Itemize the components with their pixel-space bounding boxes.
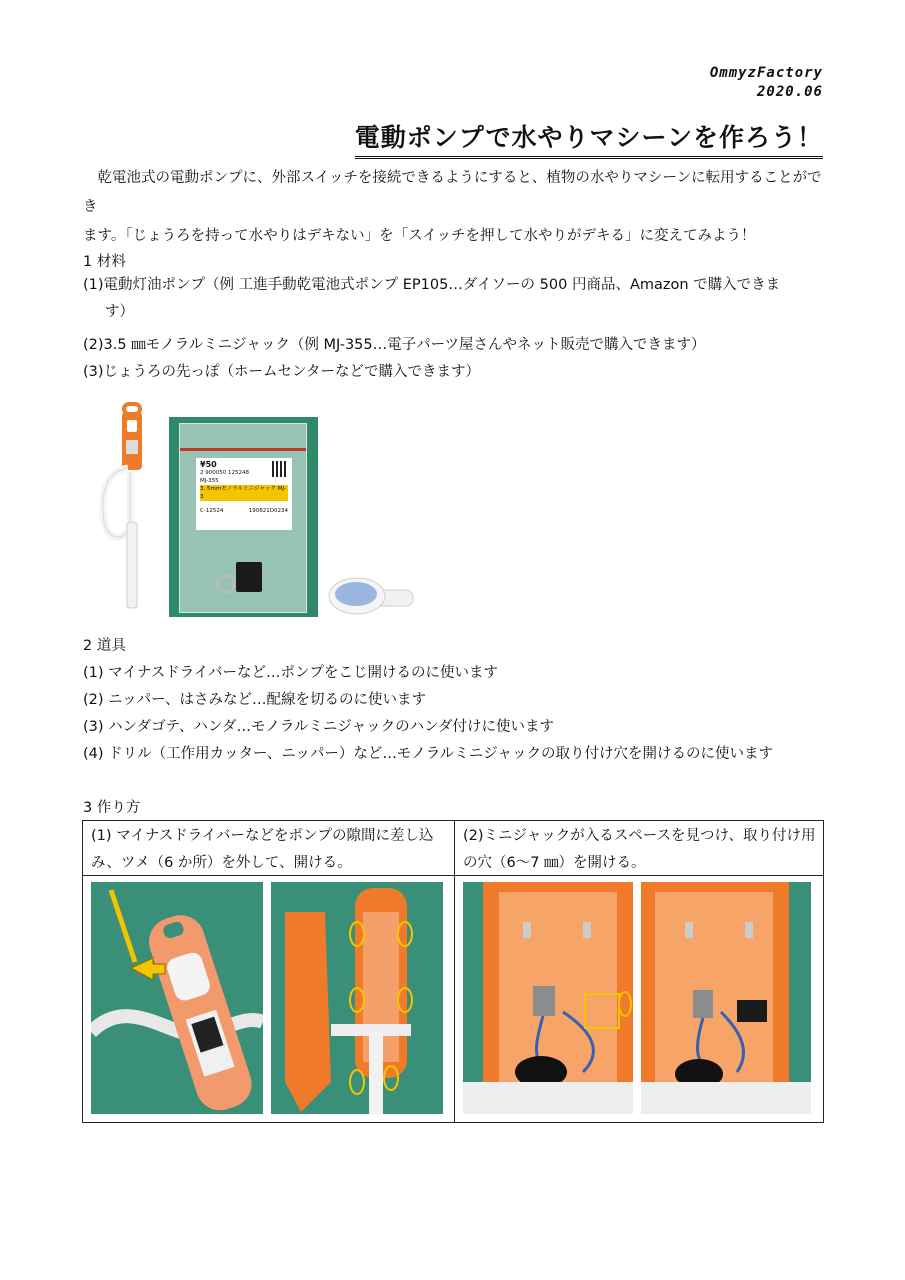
document-date: 2020.06 — [756, 84, 823, 100]
step-2-photos-cell — [455, 876, 824, 1123]
step-2-photo-jack-installed — [641, 882, 811, 1114]
step-1-photo-opened-pump — [271, 882, 443, 1114]
qr-code-icon — [272, 461, 288, 477]
tools-item-2: (2) ニッパー、はさみなど…配線を切るのに使います — [83, 692, 426, 708]
materials-item-3: (3)じょうろの先っぽ（ホームセンターなどで購入できます） — [83, 364, 480, 380]
step-2-photo-jack-space — [463, 882, 633, 1114]
plastic-bag — [179, 423, 307, 613]
jack-nut — [216, 574, 236, 594]
materials-heading: 1 材料 — [83, 254, 126, 270]
step-1-text-cell — [83, 821, 455, 876]
brand-block — [710, 64, 823, 102]
method-steps-table — [82, 820, 824, 1123]
intro-line-1: 乾電池式の電動ポンプに、外部スイッチを接続できるようにすると、植物の水やりマシーンに転用することができ — [83, 170, 822, 215]
brand-name: OmmyzFactory — [709, 65, 823, 81]
materials-item-1 — [83, 272, 825, 326]
label-code-1: 2 900050 125248 — [200, 470, 249, 476]
materials-item-2: (2)3.5 ㎜モノラルミニジャック（例 MJ-355…電子パーツ屋さんやネット販売で購入できます） — [83, 337, 706, 353]
tools-heading: 2 道具 — [83, 638, 126, 654]
materials-item-1-cont: す） — [105, 304, 134, 320]
method-heading: 3 作り方 — [83, 800, 141, 816]
materials-item-1-text: (1)電動灯油ポンプ（例 工進手動乾電池式ポンプ EP105…ダイソーの 500 円商品、Amazon で購入できま — [83, 277, 781, 293]
label-price: ¥50 — [200, 460, 217, 469]
intro-paragraph — [83, 164, 825, 251]
product-label — [196, 458, 292, 530]
label-product-name: 3. 5mmモノラルミニジャック MJ-3 — [200, 485, 288, 501]
tools-item-3: (3) ハンダゴテ、ハンダ…モノラルミニジャックのハンダ付けに使います — [83, 719, 555, 735]
bag-seal-line — [180, 448, 306, 451]
label-model: MJ-355 — [200, 478, 219, 484]
page-title: 電動ポンプで水やりマシーンを作ろう！ — [355, 118, 823, 159]
intro-line-2: ます。「じょうろを持って水やりはデキない」を「スイッチを押して水やりがデキる」に変えてみよう！ — [83, 228, 756, 244]
step-2-text-cell — [455, 821, 824, 876]
minijack-package-photo — [169, 417, 318, 617]
pump-photo — [98, 402, 154, 614]
step-1-photo-closed-pump — [91, 882, 263, 1114]
tools-item-4: (4) ドリル（工作用カッター、ニッパー）など…モノラルミニジャックの取り付け穴を開けるのに使います — [83, 746, 773, 762]
tools-item-1: (1) マイナスドライバーなど…ポンプをこじ開けるのに使います — [83, 665, 499, 681]
step-2-text: (2)ミニジャックが入るスペースを見つけ、取り付け用の穴（6～7 ㎜）を開ける。 — [463, 828, 816, 871]
watering-nozzle-photo — [325, 572, 417, 616]
step-1-photos-cell — [83, 876, 455, 1123]
label-code-3: 190821D0234 — [248, 508, 288, 514]
label-code-2: C-12524 — [200, 508, 224, 514]
minijack-part — [236, 562, 262, 592]
step-1-text: (1) マイナスドライバーなどをポンプの隙間に差し込み、ツメ（6 か所）を外して、開ける。 — [91, 828, 434, 871]
